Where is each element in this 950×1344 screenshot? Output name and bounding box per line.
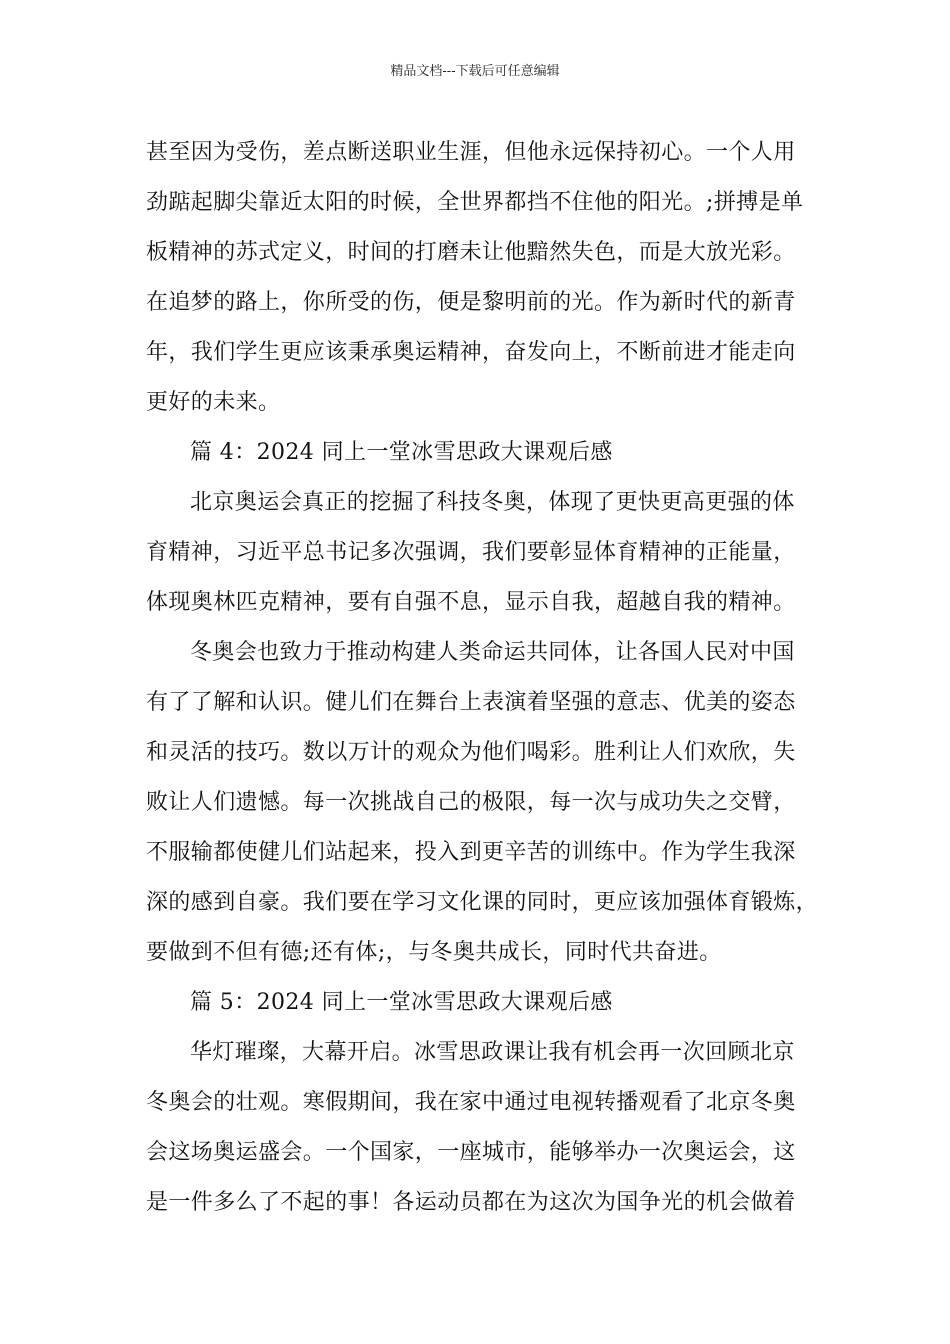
text-line: 深的感到自豪。我们要在学习文化课的同时，更应该加强体育锻炼， <box>146 890 819 915</box>
text-line: 劲踮起脚尖靠近太阳的时候，全世界都挡不住他的阳光。;拼搏是单 <box>146 190 804 215</box>
text-line: 要做到不但有德;还有体;，与冬奥共成长，同时代共奋进。 <box>146 940 722 965</box>
text-line: 华灯璀璨，大幕开启。冰雪思政课让我有机会再一次回顾北京 <box>190 1040 795 1065</box>
text-line: 在追梦的路上，你所受的伤，便是黎明前的光。作为新时代的新青 <box>146 290 796 315</box>
text-line: 和灵活的技巧。数以万计的观众为他们喝彩。胜利让人们欢欣，失 <box>146 740 796 765</box>
page-header: 精品文档---下载后可任意编辑 <box>390 64 560 79</box>
text-line: 冬奥会的壮观。寒假期间，我在家中通过电视转播观看了北京冬奥 <box>146 1090 796 1115</box>
text-line: 更好的未来。 <box>146 390 281 415</box>
text-line: 有了了解和认识。健儿们在舞台上表演着坚强的意志、优美的姿态 <box>146 690 796 715</box>
text-line: 是一件多么了不起的事！各运动员都在为这次为国争光的机会做着 <box>146 1190 796 1215</box>
text-line: 不服输都使健儿们站起来，投入到更辛苦的训练中。作为学生我深 <box>146 840 796 865</box>
text-line: 体现奥林匹克精神，要有自强不息，显示自我，超越自我的精神。 <box>146 590 796 615</box>
text-line: 育精神，习近平总书记多次强调，我们要彰显体育精神的正能量， <box>146 540 796 565</box>
text-line: 冬奥会也致力于推动构建人类命运共同体，让各国人民对中国 <box>190 640 795 665</box>
section-heading: 篇 4：2024 同上一堂冰雪思政大课观后感 <box>190 440 613 465</box>
text-line: 会这场奥运盛会。一个国家，一座城市，能够举办一次奥运会，这 <box>146 1140 796 1165</box>
document-body <box>146 128 826 1228</box>
text-line: 败让人们遗憾。每一次挑战自己的极限，每一次与成功失之交臂， <box>146 790 796 815</box>
text-line: 板精神的苏式定义，时间的打磨未让他黯然失色，而是大放光彩。 <box>146 240 796 265</box>
text-line: 年，我们学生更应该秉承奥运精神，奋发向上，不断前进才能走向 <box>146 340 796 365</box>
section-heading: 篇 5：2024 同上一堂冰雪思政大课观后感 <box>190 990 613 1015</box>
text-line: 甚至因为受伤，差点断送职业生涯，但他永远保持初心。一个人用 <box>146 140 796 165</box>
text-line: 北京奥运会真正的挖掘了科技冬奥，体现了更快更高更强的体 <box>190 490 795 515</box>
